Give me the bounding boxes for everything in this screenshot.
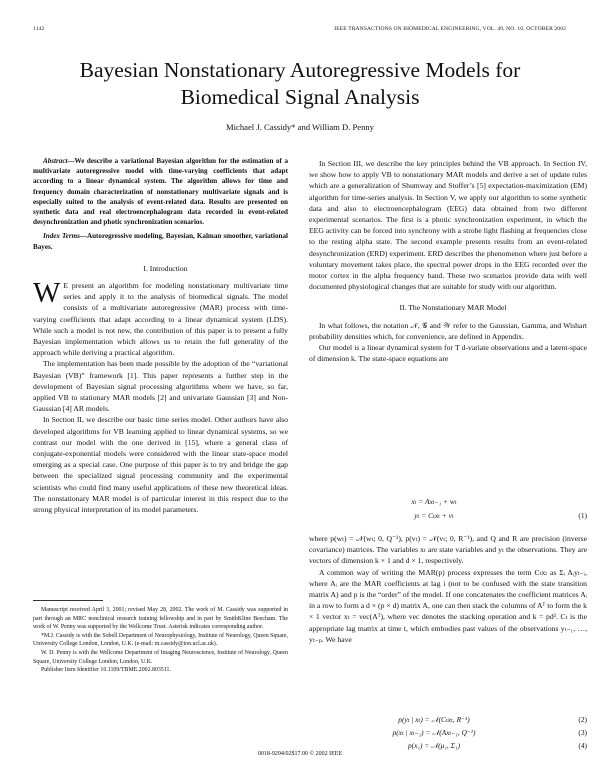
right-paragraph-1: In Section III, we describe the key principles behind the VB approach. In Section IV, we show how to apply VB to nonstationary MAR models and derive a set of update rules which are a generalization of Shumway and Stoffer’s [5] expectation-maximization (EM) algorithm for time-series analysis. In Section V, we apply our algorithm to some synthetic data and also to electroencephalogram (EEG) data obtained from two different experimental scenarios. The first is a photic synchronization experiment, in which the EEG activity can be forced into synchrony with a strobe light flashing at frequencies close to the resting alpha state. The second example presents results from an event-related desynchronization (ERD) experiment. ERD describes the phenomenon where just before a voluntary movement takes place, the spectral power drops in the EEG recorded over the motor cortex in the alpha frequency band. These two scenarios provide data with well documented physiological changes that are suitable for study with our algorithm. xyxy=(309,159,587,292)
abstract-text: We describe a variational Bayesian algorithm for the estimation of a multivariate autoregressive model with time-varying coefficients that adapt according to a linear dynamical system. The algorithm allows for time and frequency domain characterization of nonstationary multivariate signals and is especially suited to the analysis of event-related data. Results are presented on synthetic data and real electroencephalogram data recorded in event-related desynchronization and photic synchronization scenarios. xyxy=(33,157,288,227)
author-list: Michael J. Cassidy* and William D. Penny xyxy=(226,122,374,132)
equation-3: p(xₜ | xₜ₋₁) = 𝒩(Axₜ₋₁, Q⁻¹) (3) xyxy=(392,728,587,737)
model-paragraph-1: In what follows, the notation 𝒩, 𝒢 and 𝒲 refer to the Gaussian, Gamma, and Wishart probability densities which, for convenience, are defined in Appendix. xyxy=(309,320,587,341)
drop-cap: W xyxy=(33,277,61,310)
index-terms-text: Autoregressive modeling, Bayesian, Kalman smoother, variational Bayes. xyxy=(33,232,288,251)
running-header: IEEE TRANSACTIONS ON BIOMEDICAL ENGINEERING, VOL. 49, NO. 10, OCTOBER 2002 xyxy=(334,26,566,32)
intro-paragraph-3: In Section II, we describe our basic time series model. Other authors have also developed algorithms for VB learning applied to linear dynamical systems, so we contrast our model with the one derived in [15], where a general class of conjugate-exponential models were considered with the linear state-space model emerging as a special case. One purpose of this paper is to try and bridge the gap between the specialized signal processing community and the experimental scientists who could find many useful applications of these new theoretical ideas. The nonstationary MAR model is of particular interest in this respect due to the strong physical interpretation of its model parameters. xyxy=(33,415,288,515)
footnotes xyxy=(33,606,288,675)
index-terms xyxy=(33,231,288,251)
page-number: 1142 xyxy=(33,26,45,32)
left-column xyxy=(33,156,288,515)
equation-4: p(x₁) = 𝒩(μ₁, Σ₁) (4) xyxy=(407,741,587,750)
copyright-footer: 0018-9294/02$17.00 © 2002 IEEE xyxy=(257,751,343,757)
right-column-continued xyxy=(309,533,587,645)
right-column xyxy=(309,158,587,364)
section-heading-model: II. The Nonstationary MAR Model xyxy=(399,303,507,313)
intro-paragraph-1: W E present an algorithm for modeling nonstationary multivariate time series and apply it to the analysis of biomedical signals. The model consists of a multivariate autoregressive (MAR) process with time-varying coefficients that adapt according to a linear dynamical system (LDS). While such a model is not new, the contribution of this paper is to present a fully Bayesian implementation which allows us to retain the full generality of the approach while deriving a practical algorithm. xyxy=(33,277,288,358)
title-line-2: Biomedical Signal Analysis xyxy=(180,85,420,109)
footnote-manuscript: Manuscript received April 3, 2001; revised May 28, 2002. The work of M. Cassidy was supported in part through an MRC nonclinical research training fellowship and in part by SmithKline Beecham. The work of W. Penny was supported by the Wellcome Trust. Asterisk indicates corresponding author. xyxy=(33,607,288,631)
paper-title xyxy=(20,57,580,111)
footnote-penny: W. D. Penny is with the Wellcome Department of Imaging Neuroscience, Institute of Neurology, Queen Square, University College London, London, U.K. xyxy=(33,649,288,665)
equation-1b: yₜ = Cₜxₜ + vₜ (1) xyxy=(414,511,587,520)
intro-paragraph-2: The implementation has been made possible by the adoption of the “variational Bayesian (VB)” framework [1]. This paper represents a further step in the development of Bayesian signal processing algorithms where we have, so far, applied VB to stationary MAR models [2] and univariate Gaussian [3] and Non-Gaussian [4] AR models. xyxy=(33,359,288,414)
equation-2: p(yₜ | xₜ) = 𝒩(Cₜxₜ, R⁻¹) (2) xyxy=(398,715,587,724)
index-terms-label: Index Terms— xyxy=(43,232,87,241)
model-paragraph-4: A common way of writing the MAR(p) process expresses the term Cₜxₜ as Σᵢ Aᵢyₜ₋ᵢ, where Aᵢ are the MAR coefficients at lag i (not to be confused with the state transition matrix A) and p is the “order” of the model. If one concatenates the coefficient matrices Aᵢ in a row to form a d × (p × d) matrix A, one can then stack the columns of Aᵀ to form the k × 1 vector xₜ = vec(Aᵀ), where vec denotes the stacking operation and k = pd². Cₜ is the appropriate lag matrix at time t, which embodies past values of the observations yₜ₋₁, …, yₜ₋ₚ. We have xyxy=(309,567,587,644)
footnote-rule xyxy=(33,600,103,601)
footnote-identifier: Publisher Item Identifier 10.1109/TBME.2002.803511. xyxy=(41,667,171,674)
footnote-cassidy: *M.J. Cassidy is with the Sobell Department of Neurophysiology, Institute of Neurology, Queen Square, University College London, London, U.K. (e-mail: m.cassidy@ion.ucl.ac.uk). xyxy=(33,632,288,648)
model-paragraph-2: Our model is a linear dynamical system for T d-variate observations and a latent-space of dimension k. The state-space equations are xyxy=(309,343,587,364)
equation-1a: xₜ = Axₜ₋₁ + wₜ xyxy=(411,497,457,506)
section-heading-introduction: I. Introduction xyxy=(143,263,188,273)
abstract-label: Abstract— xyxy=(43,157,75,165)
model-paragraph-3: where p(wₜ) = 𝒩(wₜ; 0, Q⁻¹), p(vₜ) = 𝒩(vₜ; 0, R⁻¹), and Q and R are precision (inverse covariance) matrices. The variables xₜ are state variables and yₜ the observations. They are vectors of dimension k × 1 and d × 1, respectively. xyxy=(309,534,587,566)
abstract xyxy=(33,156,288,227)
title-line-1: Bayesian Nonstationary Autoregressive Models for xyxy=(79,58,521,82)
